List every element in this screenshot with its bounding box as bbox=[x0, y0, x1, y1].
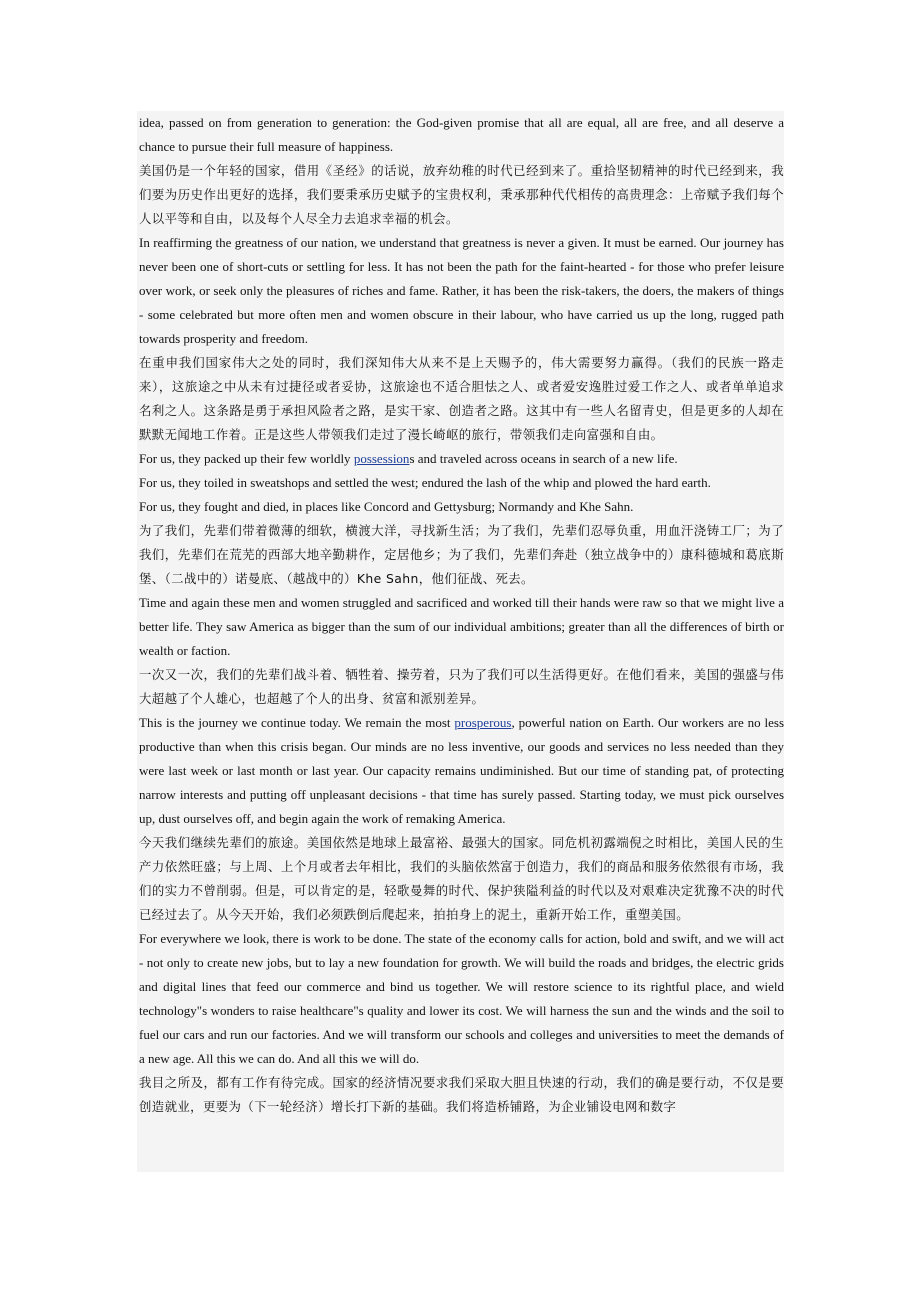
possession-link[interactable]: possession bbox=[353, 451, 410, 466]
paragraph-zh-2: 在重申我们国家伟大之处的同时，我们深知伟大从来不是上天赐予的，伟大需要努力赢得。（我们的民族一路走来），这旅途之中从未有过捷径或者妥协，这旅途也不适合胆怯之人、或者爱安逸胜过爱工作之人、或者单单追求名利之人。这条路是勇于承担风险者之路，是实干家、创造者之路。这其中有一些人名留青史，但是更多的人却在默默无闻地工作着。正是这些人带领我们走过了漫长崎岖的旅行，带领我们走向富强和自由。 bbox=[139, 355, 784, 442]
paragraph-en-4: For us, they toiled in sweatshops and settled the west; endured the lash of the whip and plowed the hard earth. bbox=[139, 475, 711, 490]
paragraph-zh-4: 一次又一次，我们的先辈们战斗着、牺牲着、操劳着，只为了我们可以生活得更好。在他们看来，美国的强盛与伟大超越了个人雄心，也超越了个人的出身、贫富和派别差异。 bbox=[139, 667, 784, 706]
paragraph-en-2: In reaffirming the greatness of our nation, we understand that greatness is never a given. It must be earned. Our journey has never been one of short-cuts or settling for less. It has not been the path for the faint-hearted - for those who prefer leisure over work, or seek only the pleasures of riches and fame. Rather, it has been the risk-takers, the doers, the makers of things - some celebrated but more often men and women obscure in their labour, who have carried us up the long, rugged path towards prosperity and freedom. bbox=[139, 235, 784, 346]
paragraph-en-5: For us, they fought and died, in places like Concord and Gettysburg; Normandy and Khe Sahn. bbox=[139, 499, 634, 514]
paragraph-en-6: Time and again these men and women struggled and sacrificed and worked till their hands were raw so that we might live a better life. They saw America as bigger than the sum of our individual ambitions; greater than all the differences of birth or wealth or faction. bbox=[139, 595, 784, 658]
paragraph-en-7-text-after: , powerful nation on Earth. Our workers are no less productive than when this crisis began. Our minds are no less inventive, our goods and services no less needed than they were last week or last month or last year. Our capacity remains undiminished. But our time of standing pat, of protecting narrow interests and putting off unpleasant decisions - that time has surely passed. Starting today, we must pick ourselves up, dust ourselves off, and begin again the work of remaking America. bbox=[139, 715, 784, 826]
paragraph-zh-6: 我目之所及，都有工作有待完成。国家的经济情况要求我们采取大胆且快速的行动，我们的确是要行动，不仅是要创造就业，更要为（下一轮经济）增长打下新的基础。我们将造桥铺路，为企业铺设电网和数字 bbox=[139, 1075, 784, 1114]
prosperous-link[interactable]: prosperous bbox=[454, 715, 512, 730]
paragraph-en-3-text-before: For us, they packed up their few worldly bbox=[139, 451, 354, 466]
paragraph-en-3 bbox=[137, 447, 784, 471]
document-page bbox=[137, 111, 784, 1172]
paragraph-zh-1: 美国仍是一个年轻的国家，借用《圣经》的话说，放弃幼稚的时代已经到来了。重拾坚韧精神的时代已经到来，我们要为历史作出更好的选择，我们要秉承历史赋予的宝贵权利，秉承那种代代相传的高贵理念：上帝赋予我们每个人以平等和自由，以及每个人尽全力去追求幸福的机会。 bbox=[139, 163, 784, 226]
paragraph-zh-3: 为了我们，先辈们带着微薄的细软，横渡大洋，寻找新生活；为了我们，先辈们忍辱负重，用血汗浇铸工厂；为了我们，先辈们在荒芜的西部大地辛勤耕作，定居他乡；为了我们，先辈们奔赴（独立战争中的）康科德城和葛底斯堡、（二战中的）诺曼底、（越战中的）Khe Sahn，他们征战、死去。 bbox=[139, 523, 784, 586]
paragraph-en-1: idea, passed on from generation to generation: the God-given promise that all are equal, all are free, and all deserve a chance to pursue their full measure of happiness. bbox=[139, 115, 784, 154]
paragraph-zh-5: 今天我们继续先辈们的旅途。美国依然是地球上最富裕、最强大的国家。同危机初露端倪之时相比，美国人民的生产力依然旺盛；与上周、上个月或者去年相比，我们的头脑依然富于创造力，我们的商品和服务依然很有市场，我们的实力不曾削弱。但是，可以肯定的是，轻歌曼舞的时代、保护狭隘利益的时代以及对艰难决定犹豫不决的时代已经过去了。从今天开始，我们必须跌倒后爬起来，拍拍身上的泥土，重新开始工作，重塑美国。 bbox=[139, 835, 784, 922]
paragraph-en-7 bbox=[137, 711, 784, 831]
paragraph-en-8: For everywhere we look, there is work to be done. The state of the economy calls for action, bold and swift, and we will act - not only to create new jobs, but to lay a new foundation for growth. We will build the roads and bridges, the electric grids and digital lines that feed our commerce and bind us together. We will restore science to its rightful place, and wield technology"s wonders to raise healthcare"s quality and lower its cost. We will harness the sun and the winds and the soil to fuel our cars and run our factories. And we will transform our schools and colleges and universities to meet the demands of a new age. All this we can do. And all this we will do. bbox=[139, 931, 784, 1066]
paragraph-en-3-text-after: s and traveled across oceans in search of a new life. bbox=[409, 451, 678, 466]
paragraph-en-7-text-before: This is the journey we continue today. We remain the most bbox=[139, 715, 455, 730]
